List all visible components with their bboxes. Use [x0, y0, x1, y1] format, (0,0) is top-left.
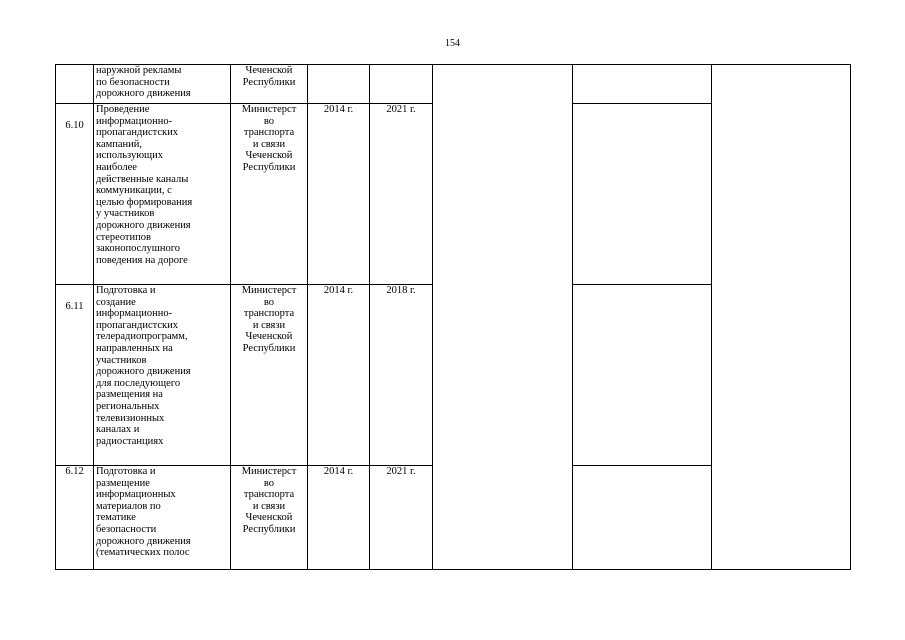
- empty-cell: [712, 65, 851, 570]
- empty-cell: [573, 285, 712, 466]
- executor: Чеченской Республики: [231, 65, 308, 104]
- empty-cell: [573, 104, 712, 285]
- measure-name: наружной рекламы по безопасности дорожного движения: [94, 65, 231, 104]
- measure-name: Проведение информационно- пропагандистских кампаний, использующих наиболее действенные каналы коммуникации, с целью формирования у участников дорожного движения стереотипов законопослушного поведения на дороге: [94, 104, 231, 285]
- end-year: 2018 г.: [370, 285, 433, 466]
- empty-cell: [573, 466, 712, 570]
- start-year: 2014 г.: [308, 104, 370, 285]
- row-number: 6.12: [56, 466, 94, 570]
- executor: Министерст во транспорта и связи Чеченской Республики: [231, 466, 308, 570]
- measures-table: [55, 64, 851, 570]
- row-number: [56, 65, 94, 104]
- start-year: [308, 65, 370, 104]
- end-year: 2021 г.: [370, 466, 433, 570]
- executor: Министерст во транспорта и связи Чеченской Республики: [231, 285, 308, 466]
- measure-name: Подготовка и размещение информационных материалов по тематике безопасности дорожного движения (тематических полос: [94, 466, 231, 570]
- row-number: 6.10: [56, 104, 94, 285]
- empty-cell: [433, 65, 573, 570]
- empty-cell: [573, 65, 712, 104]
- end-year: 2021 г.: [370, 104, 433, 285]
- start-year: 2014 г.: [308, 285, 370, 466]
- end-year: [370, 65, 433, 104]
- measure-name: Подготовка и создание информационно- пропагандистских телерадиопрограмм, направленных на участников дорожного движения для последующего размещения на региональных телевизионных каналах и радиостанциях: [94, 285, 231, 466]
- start-year: 2014 г.: [308, 466, 370, 570]
- page-number: 154: [445, 38, 460, 49]
- executor: Министерст во транспорта и связи Чеченской Республики: [231, 104, 308, 285]
- table-row: [56, 65, 851, 104]
- row-number: 6.11: [56, 285, 94, 466]
